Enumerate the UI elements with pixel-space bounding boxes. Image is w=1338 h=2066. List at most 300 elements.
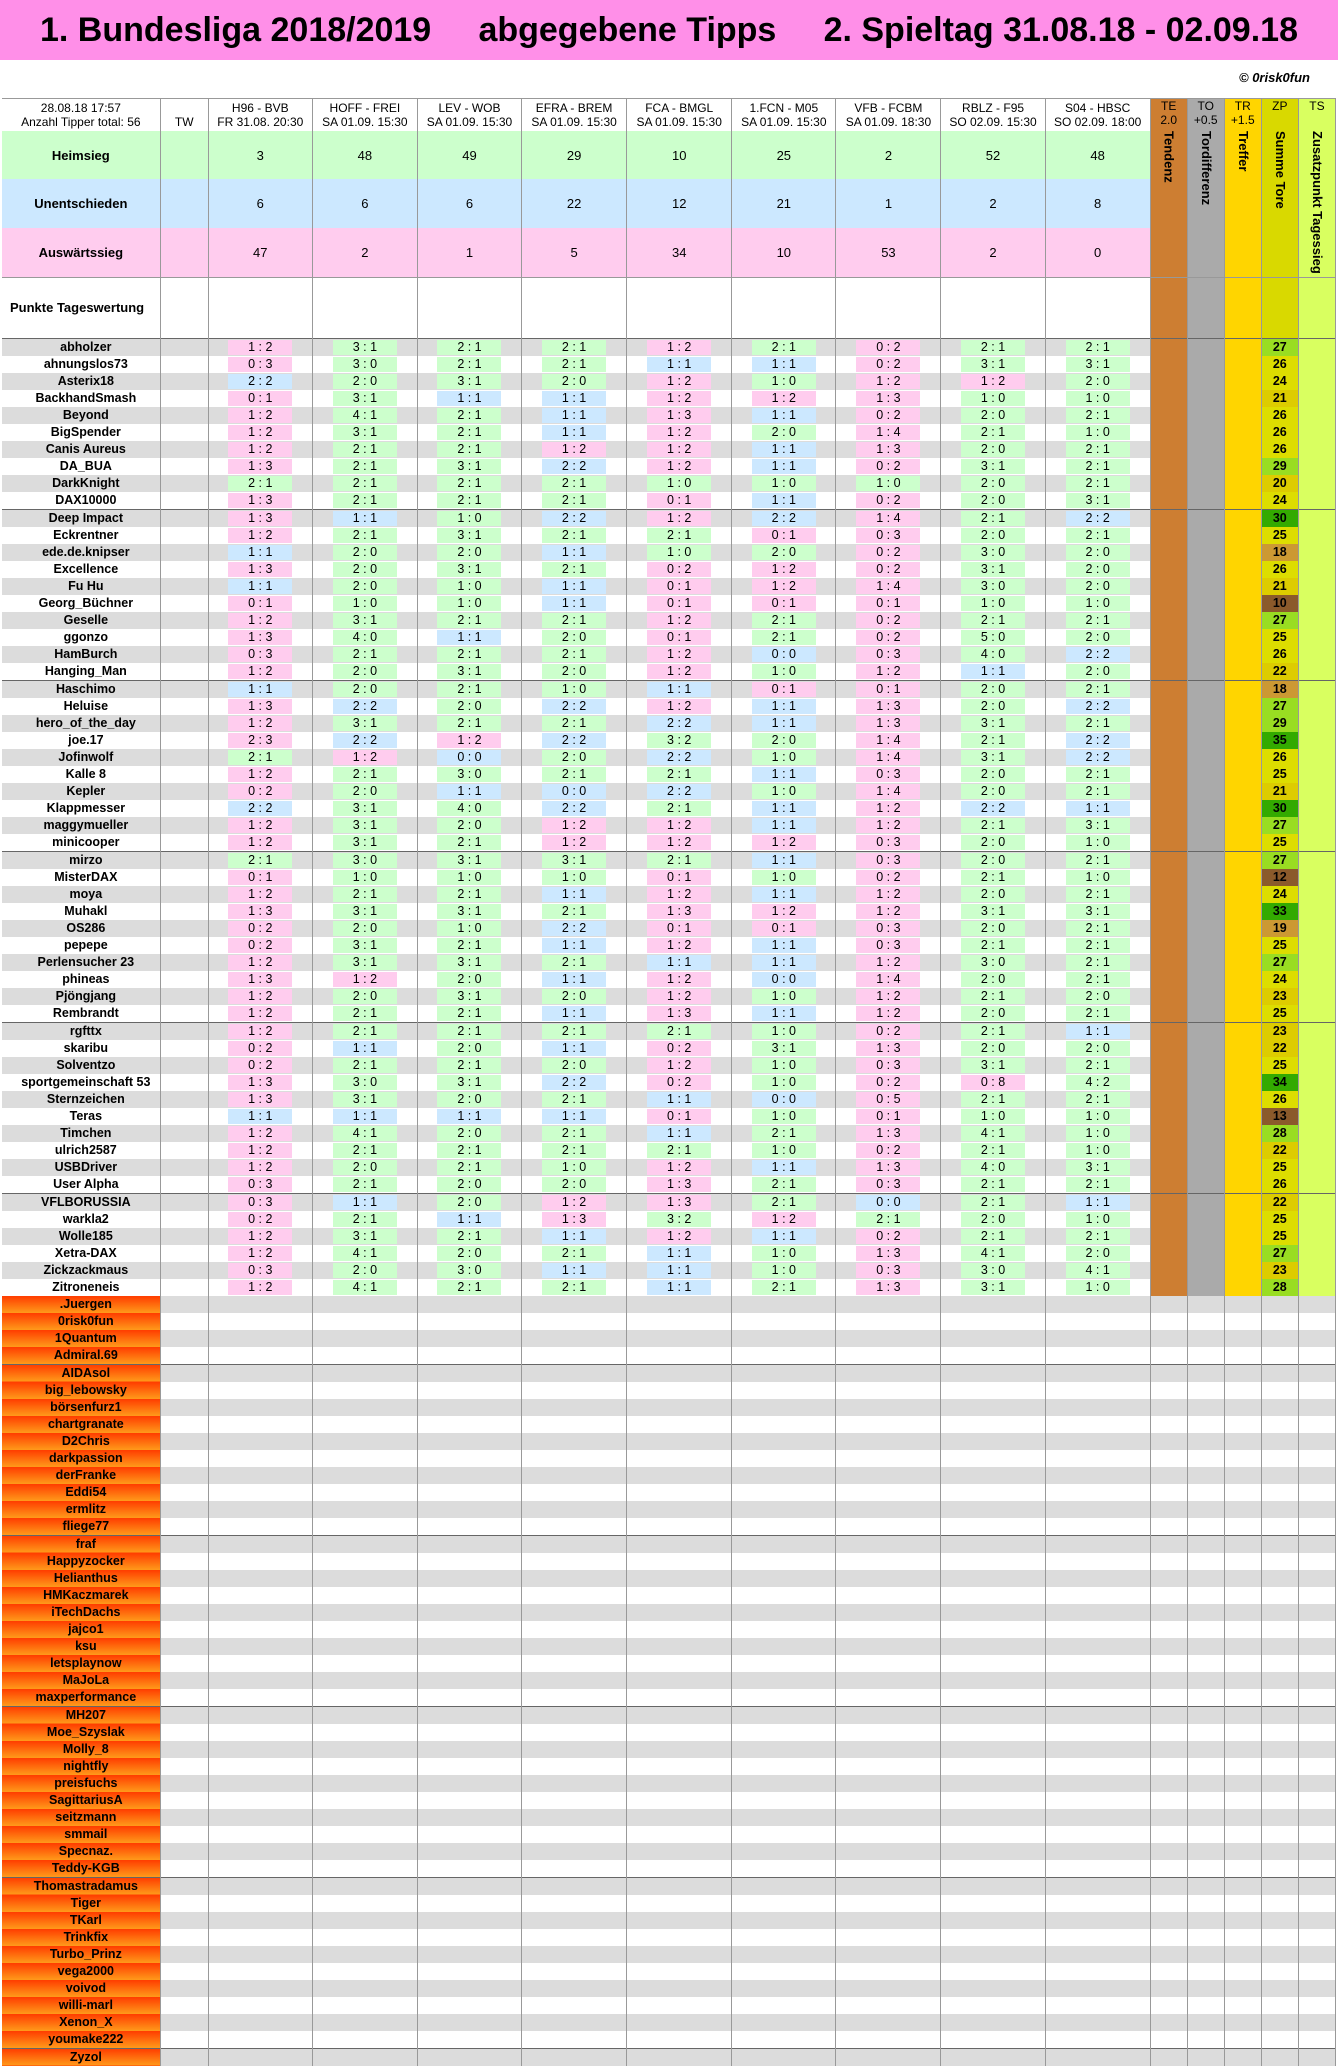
empty-cell: [312, 1450, 417, 1467]
empty-cell: [160, 1330, 208, 1347]
empty-cell: [941, 1895, 1045, 1912]
table-row: [2, 1279, 1336, 1296]
tip-cell: [312, 356, 417, 373]
tip-cell: [1045, 698, 1150, 715]
tip-cell: [732, 407, 836, 424]
empty-cell: [160, 1792, 208, 1809]
empty-cell: [160, 1877, 208, 1895]
empty-cell: [627, 1724, 732, 1741]
tip-value: 1 : 2: [647, 425, 711, 440]
tip-cell: [627, 1159, 732, 1176]
player-name: [2, 1347, 160, 1365]
goal-sum: 27: [1272, 1245, 1287, 1260]
match-header: [836, 99, 941, 132]
tip-cell: [312, 1108, 417, 1125]
tip-value: 2 : 1: [437, 613, 501, 628]
tip-value: 3 : 1: [437, 374, 501, 389]
tip-cell: [417, 1125, 521, 1142]
zp-cell: [1261, 1228, 1298, 1245]
match-teams: HOFF - FREI: [329, 101, 401, 115]
ts-legend: Zusatzpunkt Tagessieg: [1309, 131, 1325, 274]
empty-cell: [1150, 1843, 1187, 1860]
tip-cell: [208, 475, 312, 492]
empty-cell: [1261, 1501, 1298, 1518]
empty-cell: [1150, 1330, 1187, 1347]
to-cell: [1187, 629, 1224, 646]
empty-cell: [1045, 1416, 1150, 1433]
player-name-text: sportgemeinschaft 53: [21, 1074, 151, 1089]
tip-value: 3 : 0: [961, 1263, 1025, 1278]
tipper-total-label: Anzahl Tipper total:: [21, 115, 124, 129]
tip-value: 3 : 1: [961, 716, 1025, 731]
table-row: [2, 578, 1336, 595]
te-cell: [1150, 544, 1187, 561]
tip-value: 3 : 2: [647, 1212, 711, 1227]
tip-cell: [941, 544, 1045, 561]
tip-value: 1 : 3: [856, 1160, 920, 1175]
to-cell: [1187, 458, 1224, 475]
tr-cell: [1224, 920, 1261, 937]
empty-cell: [160, 1433, 208, 1450]
goal-sum: 25: [1272, 834, 1287, 849]
tip-value: 1 : 4: [856, 972, 920, 987]
tip-value: 0 : 3: [228, 1177, 292, 1192]
player-name: [2, 1997, 160, 2014]
empty-cell: [312, 1877, 417, 1895]
goal-sum: 30: [1272, 800, 1287, 815]
zp-cell: [1261, 595, 1298, 612]
tip-cell: [312, 698, 417, 715]
tip-cell: [941, 527, 1045, 544]
ts-cell: [1298, 834, 1335, 852]
to-cell: [1187, 783, 1224, 800]
player-name-text: Xetra-DAX: [54, 1245, 117, 1260]
empty-cell: [836, 1877, 941, 1895]
player-name-text: youmake222: [48, 2031, 124, 2046]
tw-cell: [160, 612, 208, 629]
tip-value: 0 : 1: [856, 682, 920, 697]
empty-cell: [1045, 1860, 1150, 1878]
empty-cell: [208, 1997, 312, 2014]
empty-cell: [627, 1467, 732, 1484]
player-name: [2, 2048, 160, 2066]
tw-cell: [160, 475, 208, 492]
tip-cell: [208, 1108, 312, 1125]
empty-cell: [627, 1980, 732, 1997]
zp-cell: [1261, 886, 1298, 903]
tip-cell: [208, 663, 312, 681]
empty-cell: [732, 1706, 836, 1724]
empty-cell: [1187, 1570, 1224, 1587]
empty-cell: [1298, 1655, 1335, 1672]
empty-cell: [1261, 1724, 1298, 1741]
table-row: [2, 1843, 1336, 1860]
tip-value: 1 : 2: [647, 1229, 711, 1244]
tip-value: 2 : 1: [961, 733, 1025, 748]
tip-value: 2 : 1: [542, 1092, 606, 1107]
empty-cell: [732, 1946, 836, 1963]
tip-value: 1 : 2: [647, 442, 711, 457]
tip-value: 2 : 1: [647, 1143, 711, 1158]
tip-value: 4 : 0: [961, 647, 1025, 662]
summary-count-value: 10: [671, 147, 687, 163]
empty-cell: [160, 1672, 208, 1689]
empty-cell: [1261, 1997, 1298, 2014]
tip-value: 2 : 1: [1066, 1058, 1130, 1073]
empty-cell: [1187, 1912, 1224, 1929]
empty-cell: [1045, 2014, 1150, 2031]
tip-cell: [417, 1176, 521, 1194]
te-cell: [1150, 1245, 1187, 1262]
empty-cell: [836, 1826, 941, 1843]
tip-cell: [732, 954, 836, 971]
player-name-text: Perlensucher 23: [37, 954, 135, 969]
tip-value: 2 : 0: [333, 682, 397, 697]
te-cell: [1150, 680, 1187, 698]
empty-cell: [312, 1809, 417, 1826]
tip-value: 2 : 2: [1066, 699, 1130, 714]
tip-value: 1 : 2: [752, 835, 816, 850]
tip-value: 1 : 0: [752, 870, 816, 885]
player-name-text: seitzmann: [55, 1809, 117, 1824]
tip-value: 0 : 3: [856, 647, 920, 662]
empty-cell: [312, 1758, 417, 1775]
summary-count-value: 6: [465, 196, 474, 212]
zp-cell: [1261, 1108, 1298, 1125]
empty-cell: [1045, 1843, 1150, 1860]
match-header: [417, 99, 521, 132]
tip-value: 2 : 0: [961, 699, 1025, 714]
summary-row: [2, 228, 1336, 277]
tip-cell: [627, 851, 732, 869]
empty-cell: [836, 1758, 941, 1775]
empty-cell: [417, 1364, 521, 1382]
tip-cell: [522, 1176, 627, 1194]
to-column-header: [1187, 99, 1224, 132]
player-name-text: 0risk0fun: [58, 1313, 114, 1328]
empty-cell: [627, 1895, 732, 1912]
tip-value: 3 : 1: [437, 664, 501, 679]
tip-cell: [312, 834, 417, 852]
tip-cell: [1045, 1057, 1150, 1074]
empty-cell: [417, 1860, 521, 1878]
tip-value: 2 : 1: [856, 1212, 920, 1227]
tip-cell: [836, 1142, 941, 1159]
tip-value: 2 : 0: [437, 1177, 501, 1192]
tip-cell: [836, 338, 941, 356]
tip-value: 1 : 2: [228, 425, 292, 440]
tip-cell: [941, 817, 1045, 834]
tip-cell: [941, 869, 1045, 886]
goal-sum: 28: [1272, 1125, 1287, 1140]
tip-cell: [627, 407, 732, 424]
tip-value: 1 : 2: [752, 391, 816, 406]
table-row: [2, 851, 1336, 869]
tip-cell: [941, 338, 1045, 356]
player-name: [2, 1963, 160, 1980]
tip-value: 1 : 3: [856, 1041, 920, 1056]
zp-cell: [1261, 1142, 1298, 1159]
tip-cell: [417, 1262, 521, 1279]
tip-cell: [836, 1125, 941, 1142]
tip-value: 2 : 2: [647, 750, 711, 765]
tw-cell: [160, 1211, 208, 1228]
match-date: SO 02.09. 15:30: [949, 115, 1037, 129]
tip-cell: [417, 475, 521, 492]
player-name-text: iTechDachs: [51, 1604, 121, 1619]
empty-cell: [312, 1963, 417, 1980]
tr-points: +1.5: [1230, 113, 1255, 127]
player-name: [2, 663, 160, 681]
player-name: [2, 2014, 160, 2031]
empty-cell: [1224, 1484, 1261, 1501]
empty-cell: [1045, 1484, 1150, 1501]
empty-cell: [941, 1724, 1045, 1741]
tip-value: 2 : 1: [333, 887, 397, 902]
tip-cell: [312, 1091, 417, 1108]
tip-value: 1 : 0: [542, 682, 606, 697]
tip-value: 1 : 1: [647, 1092, 711, 1107]
empty-cell: [522, 277, 627, 338]
tr-cell: [1224, 1176, 1261, 1194]
summary-count-value: 12: [671, 196, 687, 212]
empty-cell: [1298, 1963, 1335, 1980]
zp-vertical-label: [1261, 131, 1298, 277]
tip-value: 1 : 1: [1066, 1024, 1130, 1039]
tip-value: 1 : 2: [647, 818, 711, 833]
tip-value: 3 : 1: [333, 613, 397, 628]
player-name-text: Tiger: [70, 1895, 101, 1910]
empty-cell: [312, 2031, 417, 2049]
empty-cell: [417, 1347, 521, 1365]
tw-cell: [160, 715, 208, 732]
player-name-text: .Juergen: [59, 1296, 112, 1311]
empty-cell: [1187, 1946, 1224, 1963]
empty-cell: [941, 1741, 1045, 1758]
match-date: SA 01.09. 18:30: [845, 115, 932, 129]
empty-cell: [1150, 1313, 1187, 1330]
tip-cell: [941, 1125, 1045, 1142]
tw-cell: [160, 903, 208, 920]
match-teams: S04 - HBSC: [1064, 101, 1131, 115]
tip-value: 1 : 0: [1066, 870, 1130, 885]
empty-cell: [1045, 1638, 1150, 1655]
tip-value: 0 : 1: [752, 682, 816, 697]
tip-value: 3 : 1: [333, 425, 397, 440]
table-row: [2, 1963, 1336, 1980]
te-cell: [1150, 561, 1187, 578]
table-row: [2, 715, 1336, 732]
player-name: [2, 1125, 160, 1142]
tip-value: 4 : 1: [333, 408, 397, 423]
tip-cell: [836, 834, 941, 852]
empty-cell: [1298, 1912, 1335, 1929]
tip-value: 1 : 1: [752, 1160, 816, 1175]
empty-cell: [1224, 1792, 1261, 1809]
empty-cell: [1224, 1929, 1261, 1946]
tip-cell: [208, 886, 312, 903]
empty-cell: [836, 1450, 941, 1467]
tip-value: 2 : 1: [437, 835, 501, 850]
to-cell: [1187, 407, 1224, 424]
empty-cell: [941, 1330, 1045, 1347]
match-date: SA 01.09. 15:30: [322, 115, 408, 129]
tip-value: 1 : 3: [856, 442, 920, 457]
tip-value: 2 : 1: [1066, 476, 1130, 491]
empty-cell: [522, 2048, 627, 2066]
ts-cell: [1298, 595, 1335, 612]
te-cell: [1150, 373, 1187, 390]
player-name: [2, 1553, 160, 1570]
tip-value: 2 : 1: [752, 340, 816, 355]
tip-value: 0 : 1: [647, 1109, 711, 1124]
ts-cell: [1298, 954, 1335, 971]
player-name: [2, 715, 160, 732]
tip-cell: [627, 749, 732, 766]
tip-cell: [522, 390, 627, 407]
tr-cell: [1224, 338, 1261, 356]
player-name: [2, 732, 160, 749]
player-name-text: Thomastradamus: [33, 1878, 138, 1893]
tip-value: 2 : 1: [542, 528, 606, 543]
empty-cell: [1045, 1895, 1150, 1912]
empty-cell: [160, 1997, 208, 2014]
empty-cell: [1187, 1672, 1224, 1689]
tip-cell: [1045, 475, 1150, 492]
empty-cell: [1224, 1535, 1261, 1553]
table-row: [2, 988, 1336, 1005]
tip-cell: [522, 680, 627, 698]
to-cell: [1187, 732, 1224, 749]
player-name-text: nightfly: [63, 1758, 109, 1773]
tip-cell: [732, 1091, 836, 1108]
ts-cell: [1298, 612, 1335, 629]
empty-cell: [836, 2014, 941, 2031]
tip-cell: [312, 1262, 417, 1279]
tip-value: 2 : 1: [333, 1177, 397, 1192]
tip-value: 2 : 1: [1066, 528, 1130, 543]
empty-cell: [1045, 1912, 1150, 1929]
tip-value: 1 : 0: [752, 1143, 816, 1158]
empty-cell: [522, 1724, 627, 1741]
tip-value: 1 : 2: [647, 972, 711, 987]
tip-cell: [836, 1193, 941, 1211]
empty-cell: [1224, 1826, 1261, 1843]
tip-cell: [941, 920, 1045, 937]
summary-label-text: Unentschieden: [34, 196, 128, 212]
summary-count: [1045, 131, 1150, 179]
tip-cell: [1045, 612, 1150, 629]
empty-cell: [312, 1775, 417, 1792]
player-name: [2, 1689, 160, 1707]
tip-value: 2 : 1: [333, 767, 397, 782]
table-row: [2, 1587, 1336, 1604]
tip-cell: [208, 1125, 312, 1142]
tip-cell: [312, 1176, 417, 1194]
empty-cell: [627, 1416, 732, 1433]
zp-cell: [1261, 1176, 1298, 1194]
empty-cell: [1045, 1775, 1150, 1792]
tip-cell: [417, 680, 521, 698]
empty-cell: [732, 1484, 836, 1501]
player-name-text: USBDriver: [54, 1159, 118, 1174]
ts-vertical-label: [1298, 131, 1335, 277]
tip-value: 3 : 1: [1066, 357, 1130, 372]
table-row: [2, 971, 1336, 988]
tip-cell: [522, 1074, 627, 1091]
table-row: [2, 1416, 1336, 1433]
to-cell: [1187, 971, 1224, 988]
tip-cell: [522, 920, 627, 937]
empty-cell: [1298, 1484, 1335, 1501]
player-name: [2, 509, 160, 527]
tip-cell: [732, 595, 836, 612]
tip-cell: [1045, 851, 1150, 869]
summary-count-value: 47: [253, 244, 268, 260]
summary-count-value: 6: [256, 196, 264, 212]
player-name-text: derFranke: [55, 1467, 117, 1482]
tip-value: 1 : 2: [542, 818, 606, 833]
player-name: [2, 441, 160, 458]
table-row: [2, 1057, 1336, 1074]
empty-cell: [941, 1655, 1045, 1672]
tip-value: 0 : 2: [856, 1024, 920, 1039]
tip-value: 0 : 1: [647, 493, 711, 508]
goal-sum: 27: [1272, 339, 1287, 354]
tip-cell: [627, 783, 732, 800]
tip-cell: [732, 1005, 836, 1023]
tip-cell: [627, 1228, 732, 1245]
tip-cell: [1045, 1193, 1150, 1211]
empty-cell: [160, 1741, 208, 1758]
zp-cell: [1261, 732, 1298, 749]
tip-value: 1 : 0: [752, 1075, 816, 1090]
empty-cell: [1298, 1313, 1335, 1330]
empty-cell: [417, 1553, 521, 1570]
te-cell: [1150, 1108, 1187, 1125]
goal-sum: 25: [1272, 937, 1287, 952]
table-row: [2, 544, 1336, 561]
empty-cell: [312, 1672, 417, 1689]
empty-cell: [1187, 2031, 1224, 2049]
player-name: [2, 988, 160, 1005]
empty-cell: [312, 1724, 417, 1741]
table-row: [2, 937, 1336, 954]
tip-value: 3 : 1: [437, 562, 501, 577]
empty-cell: [1187, 1843, 1224, 1860]
empty-cell: [522, 1484, 627, 1501]
empty-cell: [732, 1535, 836, 1553]
table-row: [2, 663, 1336, 681]
empty-cell: [627, 1792, 732, 1809]
tip-cell: [312, 458, 417, 475]
empty-cell: [160, 1467, 208, 1484]
to-cell: [1187, 646, 1224, 663]
tip-value: 0 : 2: [228, 1041, 292, 1056]
player-name: [2, 544, 160, 561]
tip-value: 0 : 2: [856, 1229, 920, 1244]
tip-cell: [522, 903, 627, 920]
tip-cell: [417, 595, 521, 612]
tip-cell: [836, 663, 941, 681]
goal-sum: 26: [1272, 1091, 1287, 1106]
table-row: [2, 1672, 1336, 1689]
tip-cell: [522, 971, 627, 988]
tip-value: 1 : 1: [647, 1246, 711, 1261]
tip-cell: [1045, 1262, 1150, 1279]
tip-value: 3 : 1: [437, 1075, 501, 1090]
empty-cell: [160, 1775, 208, 1792]
